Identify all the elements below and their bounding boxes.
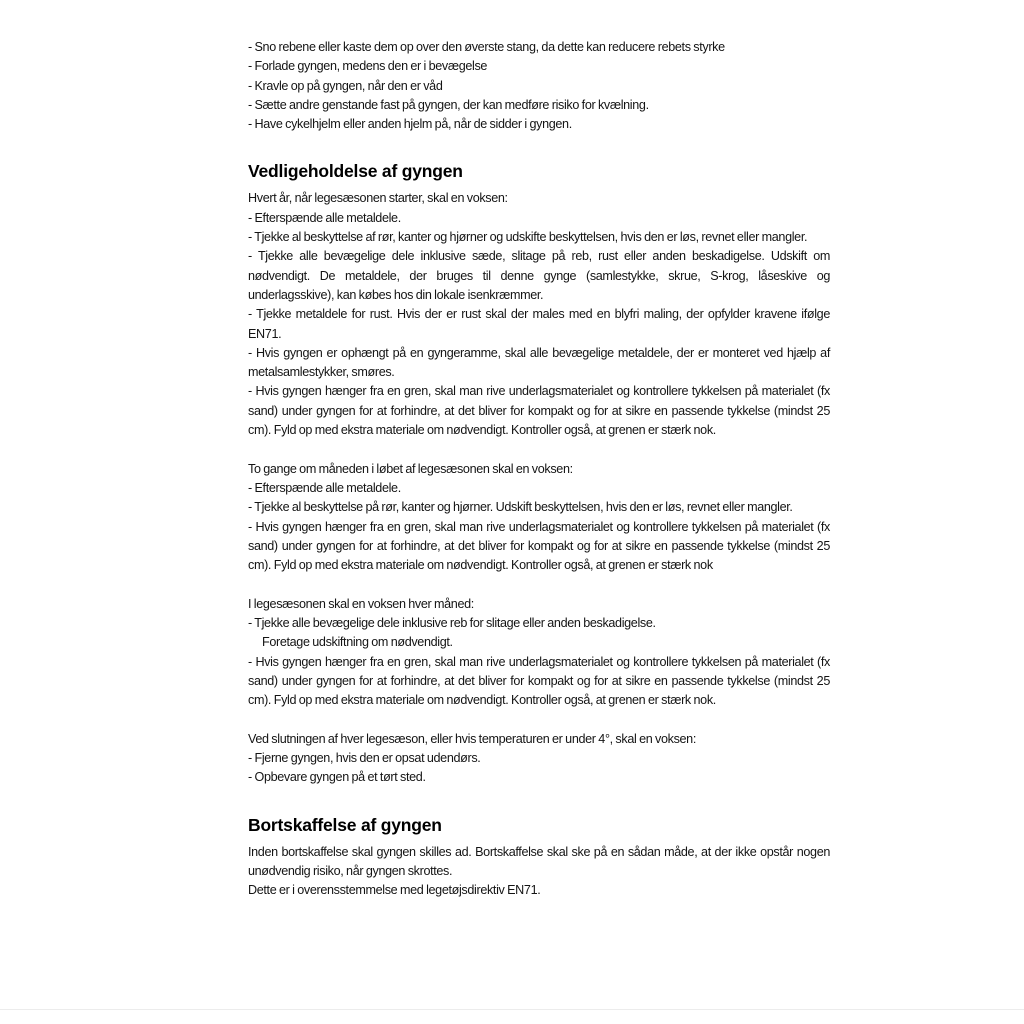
list-item: - Opbevare gyngen på et tørt sted. bbox=[248, 770, 426, 785]
paragraph: Inden bortskaffelse skal gyngen skilles ad. Bortskaffelse skal ske på en sådan måde, at der ikke opstår nogen unødvendig risiko, når gyngen skrottes. bbox=[248, 844, 830, 878]
list-item: - Hvis gyngen hænger fra en gren, skal man rive underlagsmaterialet og kontrollere tykkelsen på materialet (fx sand) under gyngen for at forhindre, at det bliver for kompakt og for at sikre en passende tykkelse (mindst 25 cm). Fyld op med ekstra materiale om nødvendigt. Kontroller også, at grenen er stærk nok bbox=[248, 519, 830, 573]
paragraph: Foretage udskiftning om nødvendigt. bbox=[262, 635, 453, 650]
section-heading: Vedligeholdelse af gyngen bbox=[248, 161, 463, 182]
list-item: - Hvis gyngen er ophængt på en gyngeramme, skal alle bevægelige metaldele, der er monteret ved hjælp af metalsamlestykker, smøres. bbox=[248, 345, 830, 380]
list-item: - Tjekke alle bevægelige dele inklusive reb for slitage eller anden beskadigelse. bbox=[248, 616, 656, 631]
document-body bbox=[248, 38, 830, 901]
paragraph: Dette er i overensstemmelse med legetøjsdirektiv EN71. bbox=[248, 883, 541, 898]
paragraph-spacer bbox=[248, 440, 830, 459]
list-item: - Fjerne gyngen, hvis den er opsat udendørs. bbox=[248, 751, 481, 766]
list-item: - Hvis gyngen hænger fra en gren, skal man rive underlagsmaterialet og kontrollere tykkelsen på materialet (fx sand) under gyngen for at forhindre, at det bliver for kompakt og for at sikre en passende tykkelse (mindst 25 cm). Fyld op med ekstra materiale om nødvendigt. Kontroller også, at grenen er stærk nok. bbox=[248, 654, 830, 708]
list-item: - Efterspænde alle metaldele. bbox=[248, 480, 401, 495]
list-item: - Forlade gyngen, medens den er i bevægelse bbox=[248, 59, 488, 74]
paragraph-spacer bbox=[248, 575, 830, 594]
paragraph: Hvert år, når legesæsonen starter, skal en voksen: bbox=[248, 191, 508, 206]
list-item: - Kravle op på gyngen, når den er våd bbox=[248, 78, 443, 93]
paragraph: Ved slutningen af hver legesæson, eller hvis temperaturen er under 4°, skal en voksen: bbox=[248, 731, 696, 746]
page-bottom-divider bbox=[0, 1009, 1024, 1010]
list-item: - Tjekke al beskyttelse af rør, kanter og hjørner og udskifte beskyttelsen, hvis den er løs, revnet eller mangler. bbox=[248, 230, 808, 245]
list-item: - Tjekke al beskyttelse på rør, kanter og hjørner. Udskift beskyttelsen, hvis den er løs, revnet eller mangler. bbox=[248, 500, 793, 515]
paragraph: I legesæsonen skal en voksen hver måned: bbox=[248, 596, 474, 611]
section-heading: Bortskaffelse af gyngen bbox=[248, 814, 442, 835]
list-item: - Sætte andre genstande fast på gyngen, der kan medføre risiko for kvælning. bbox=[248, 97, 649, 112]
paragraph-spacer bbox=[248, 711, 830, 730]
list-item: - Efterspænde alle metaldele. bbox=[248, 210, 401, 225]
list-item: - Tjekke alle bevægelige dele inklusive sæde, slitage på reb, rust eller anden beskadigelse. Udskift om nødvendigt. De metaldele, der bruges til denne gynge (samlestykke, skrue, S-krog, låseskive og underlagsskive), kan købes hos din lokale isenkræmmer. bbox=[248, 249, 830, 302]
paragraph: To gange om måneden i løbet af legesæsonen skal en voksen: bbox=[248, 461, 573, 476]
list-item: - Tjekke metaldele for rust. Hvis der er rust skal der males med en blyfri maling, der opfylder kravene ifølge EN71. bbox=[248, 307, 830, 341]
list-item: - Hvis gyngen hænger fra en gren, skal man rive underlagsmaterialet og kontrollere tykkelsen på materialet (fx sand) under gyngen for at forhindre, at det bliver for kompakt og for at sikre en passende tykkelse (mindst 25 cm). Fyld op med ekstra materiale om nødvendigt. Kontroller også, at grenen er stærk nok. bbox=[248, 384, 830, 438]
list-item: - Sno rebene eller kaste dem op over den øverste stang, da dette kan reducere rebets styrke bbox=[248, 40, 725, 54]
list-item: - Have cykelhjelm eller anden hjelm på, når de sidder i gyngen. bbox=[248, 117, 572, 132]
